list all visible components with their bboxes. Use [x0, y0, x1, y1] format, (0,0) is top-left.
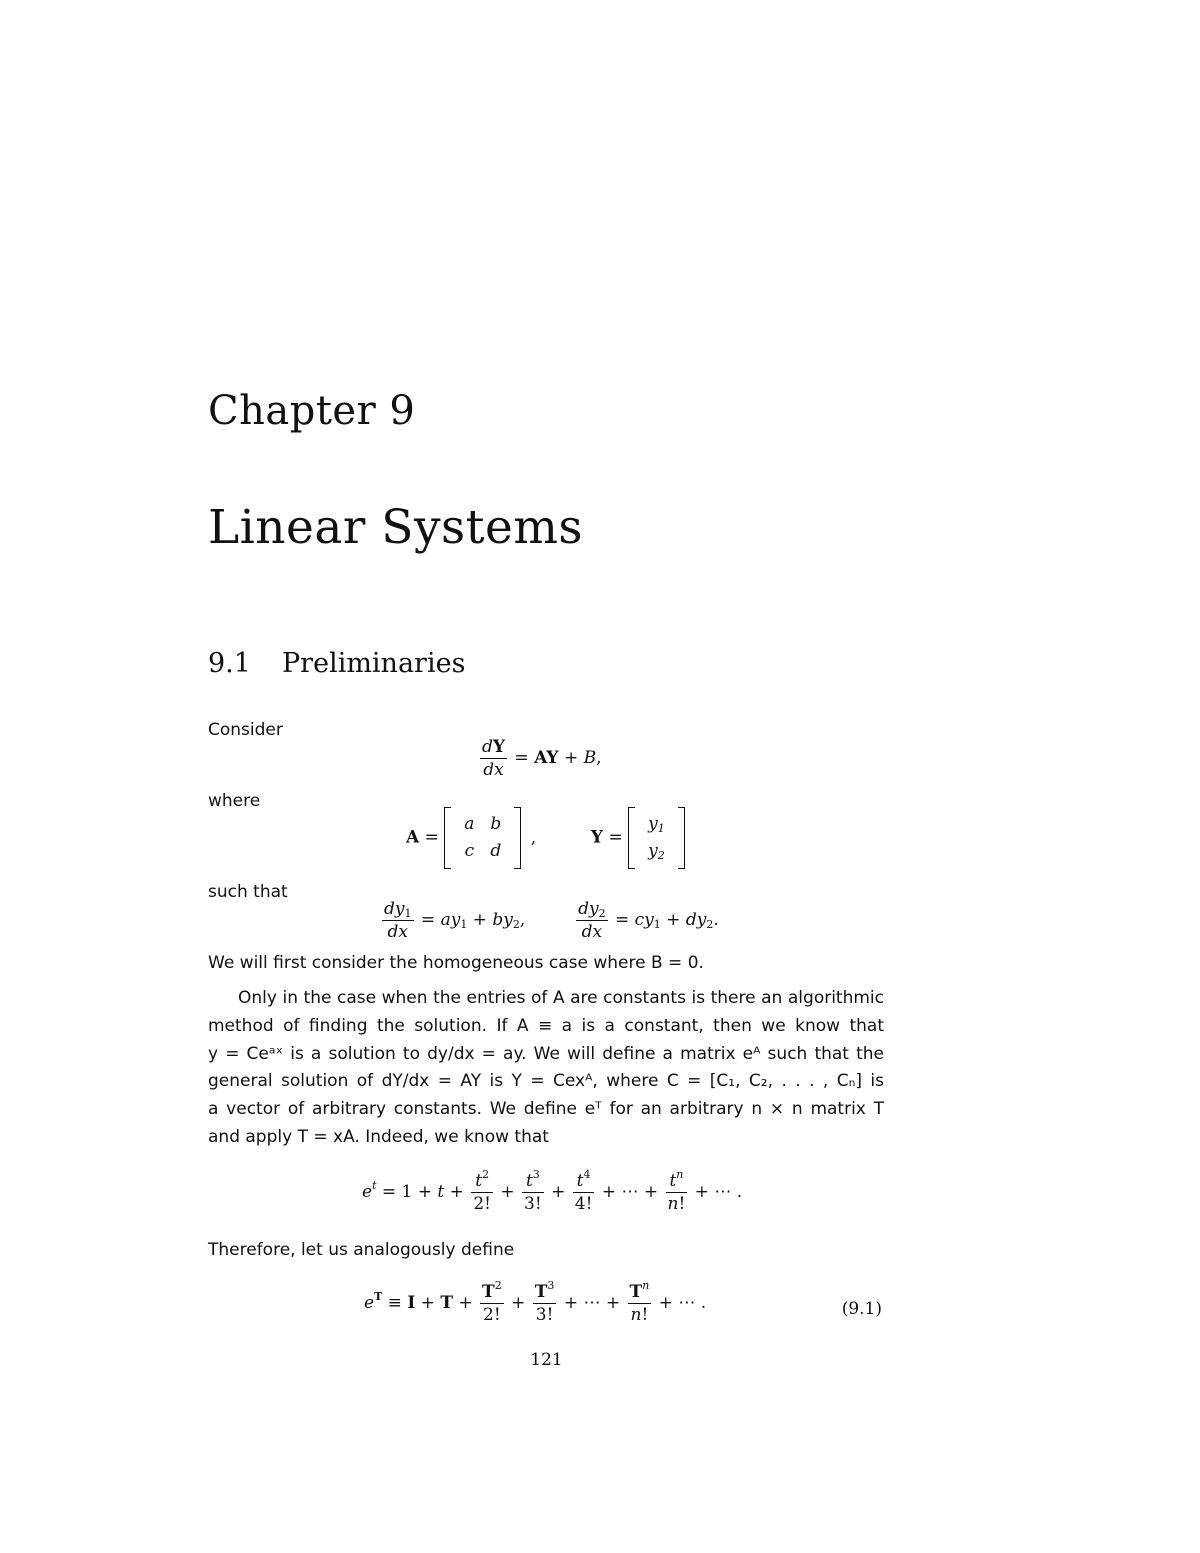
therefore-sentence: Therefore, let us analogously define	[208, 1240, 515, 1260]
equation-number: (9.1)	[841, 1299, 882, 1319]
homogeneous-sentence: We will first consider the homogeneous case where B = 0.	[208, 953, 704, 973]
matrix-exponential-definition: $e^T \equiv I + T$ + $\frac{T^2}{2!}$ + $\frac{T^3}{3!}$ + ⋯ + $\frac{T^n}{n!}$ + ⋯ .	[364, 1279, 707, 1325]
equation-matrices: A = a b c d , Y = $y_1$ $y_2$	[406, 807, 685, 869]
paragraph-line: method of finding the solution. If A ≡ a is a constant, then we know that	[208, 1015, 884, 1036]
paragraph-line: general solution of dY/dx = AY is Y = Cexᴬ, where C = [C₁, C₂, . . . , Cₙ] is	[208, 1071, 884, 1092]
chapter-label: Chapter 9	[208, 388, 416, 434]
paragraph-line: a vector of arbitrary constants. We define eᵀ for an arbitrary n × n matrix T	[208, 1099, 884, 1120]
section-title: Preliminaries	[282, 648, 466, 679]
section-heading	[208, 648, 465, 679]
matrix-y: $y_1$ $y_2$	[628, 807, 685, 869]
section-number: 9.1	[208, 648, 251, 679]
equation-system: $\frac{dY}{dx}$ = AY + B,	[482, 737, 602, 780]
consider-label: Consider	[208, 720, 283, 740]
where-label: where	[208, 791, 261, 811]
page-number: 121	[530, 1350, 563, 1370]
exponential-series: $e^t = 1 + t$ + $\frac{t^2}{2!}$ + $\frac{t^3}{3!}$ + $\frac{t^4}{4!}$ + ⋯ + $\frac{t^n}{n!}$ + ⋯ .	[362, 1168, 743, 1214]
body-paragraph	[208, 985, 884, 1152]
matrix-a: a b c d	[444, 807, 521, 869]
such-that-label: such that	[208, 882, 288, 902]
paragraph-line: Only in the case when the entries of A are constants is there an algorithmic	[238, 988, 884, 1008]
chapter-title: Linear Systems	[208, 500, 584, 555]
paragraph-line: y = Ceᵃˣ is a solution to dy/dx = ay. We will define a matrix eᴬ such that the	[208, 1043, 884, 1064]
equation-components: $\frac{dy_1}{dx}$ = $ay_1 + by_2$, $\frac{dy_2}{dx}$ = $cy_1 + dy_2$.	[384, 899, 719, 942]
paragraph-line: and apply T = xA. Indeed, we know that	[208, 1126, 549, 1147]
